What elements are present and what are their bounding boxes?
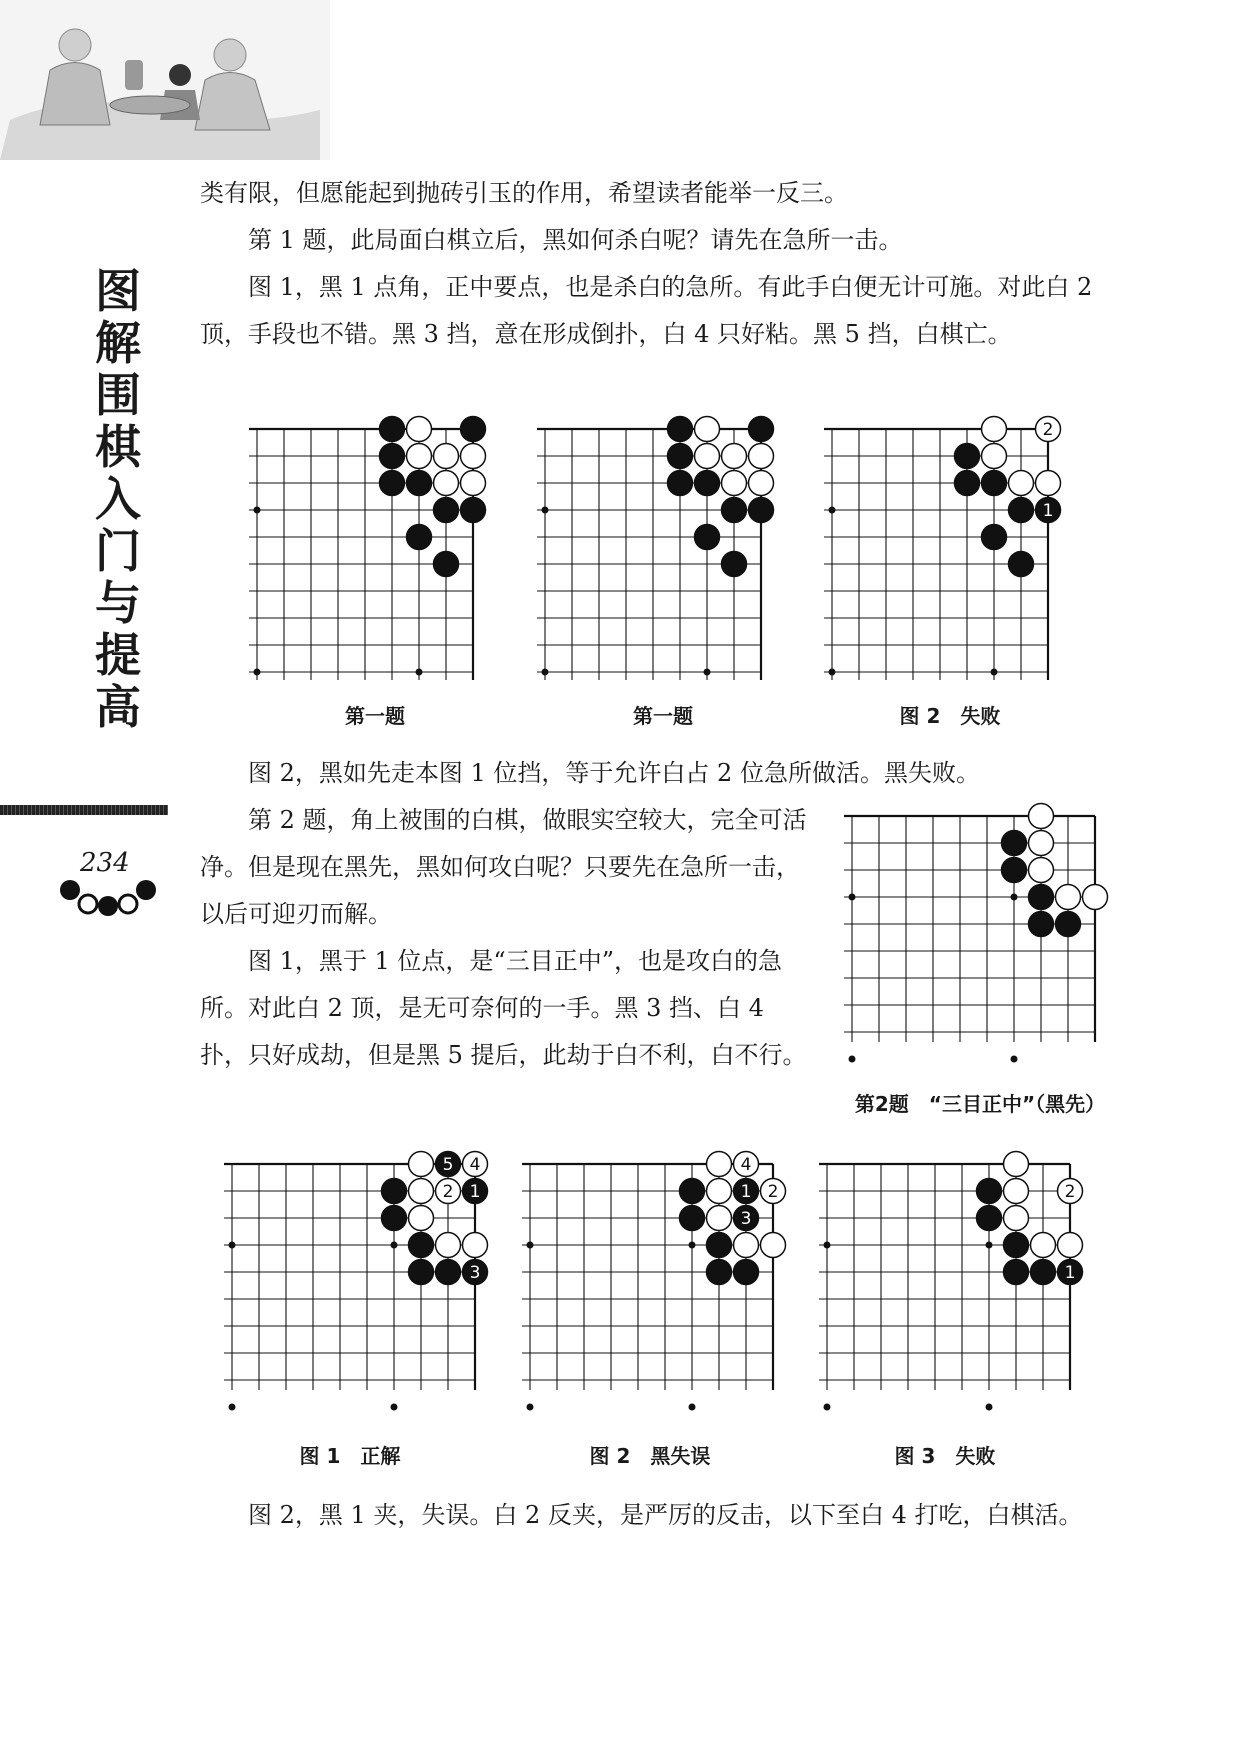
white-stone xyxy=(461,444,486,469)
black-stone xyxy=(380,471,405,496)
star-point xyxy=(416,669,423,676)
black-stone xyxy=(382,1206,407,1231)
caption: 第一题 xyxy=(633,704,693,728)
black-stone xyxy=(955,471,980,496)
star-point xyxy=(689,1404,696,1411)
black-stone xyxy=(722,498,747,523)
caption: 图 2 失败 xyxy=(899,704,1001,728)
star-point xyxy=(542,507,549,514)
black-stone xyxy=(461,498,486,523)
white-stone xyxy=(1009,471,1034,496)
paragraph: 图 2，黑 1 夹，失误。白 2 反夹，是严厉的反击，以下至白 4 打吃，白棋活。 xyxy=(248,1501,1083,1529)
move-number: 2 xyxy=(442,1182,454,1202)
white-stone xyxy=(982,444,1007,469)
go-board-problem2 xyxy=(840,802,1130,1067)
paragraph: 类有限，但愿能起到抛砖引玉的作用，希望读者能举一反三。 xyxy=(200,179,848,207)
black-stone xyxy=(1002,831,1027,856)
go-board-problem1 xyxy=(245,415,515,680)
black-stone xyxy=(407,525,432,550)
black-stone xyxy=(668,444,693,469)
stones-ornament-icon xyxy=(58,878,158,918)
white-stone xyxy=(434,471,459,496)
side-title-char: 解 xyxy=(95,316,141,370)
white-stone xyxy=(1004,1206,1029,1231)
black-stone xyxy=(1004,1260,1029,1285)
white-stone xyxy=(707,1179,732,1204)
paragraph: 第 2 题，角上被围的白棋，做眼实空较大，完全可活净。但是现在黑先，黑如何攻白呢？只要先在急所一击，以后可迎刃而解。 xyxy=(200,806,807,928)
side-title-char: 棋 xyxy=(95,420,141,474)
paragraph: 图 1，黑 1 点角，正中要点，也是杀白的急所。有此手白便无计可施。对此白 2 顶，手段也不错。黑 3 挡，意在形成倒扑，白 4 只好粘。黑 5 挡，白棋亡。 xyxy=(200,273,1093,348)
black-stone xyxy=(409,1260,434,1285)
go-board-p2-correct xyxy=(220,1150,510,1415)
star-point xyxy=(689,1242,696,1249)
go-board-diagram2-fail xyxy=(820,415,1090,680)
black-stone xyxy=(749,417,774,442)
black-stone xyxy=(977,1206,1002,1231)
star-point xyxy=(391,1242,398,1249)
white-stone xyxy=(436,1233,461,1258)
side-title-char: 高 xyxy=(95,680,141,734)
black-stone xyxy=(734,1260,759,1285)
move-number: 3 xyxy=(469,1263,481,1283)
star-point xyxy=(254,669,261,676)
white-stone xyxy=(1083,885,1108,910)
move-number: 2 xyxy=(1064,1182,1076,1202)
star-point xyxy=(704,669,711,676)
black-stone xyxy=(1009,552,1034,577)
black-stone xyxy=(695,525,720,550)
side-title-char: 入 xyxy=(95,472,141,526)
move-number: 2 xyxy=(767,1182,779,1202)
caption: 图 3 失败 xyxy=(894,1444,996,1468)
black-stone xyxy=(1029,885,1054,910)
star-point xyxy=(991,669,998,676)
side-title-char: 门 xyxy=(95,524,141,578)
side-title-char: 图 xyxy=(95,264,141,318)
paragraph: 图 1，黑于 1 位点，是“三目正中”，也是攻白的急所。对此白 2 顶，是无可奈何的一手。黑 3 挡、白 4 扑，只好成劫，但是黑 5 提后，此劫于白不利，白不行。 xyxy=(200,947,807,1069)
move-number: 3 xyxy=(740,1209,752,1229)
move-number: 4 xyxy=(740,1155,752,1175)
paragraph: 图 2，黑如先走本图 1 位挡，等于允许白占 2 位急所做活。黑失败。 xyxy=(248,759,980,787)
black-stone xyxy=(982,471,1007,496)
white-stone xyxy=(409,1152,434,1177)
white-stone xyxy=(722,444,747,469)
black-stone xyxy=(668,471,693,496)
black-stone xyxy=(407,471,432,496)
black-stone xyxy=(380,417,405,442)
star-point xyxy=(849,1056,856,1063)
white-stone xyxy=(1058,1233,1083,1258)
caption: 图 2 黑失误 xyxy=(589,1444,711,1468)
black-stone xyxy=(749,498,774,523)
black-stone xyxy=(434,498,459,523)
go-board-p2-mistake xyxy=(518,1150,808,1415)
star-point xyxy=(527,1242,534,1249)
black-stone xyxy=(1009,498,1034,523)
white-stone xyxy=(734,1233,759,1258)
star-point xyxy=(1011,1056,1018,1063)
black-stone xyxy=(680,1179,705,1204)
white-stone xyxy=(463,1233,488,1258)
star-point xyxy=(527,1404,534,1411)
paragraph: 第 1 题，此局面白棋立后，黑如何杀白呢？请先在急所一击。 xyxy=(248,226,903,254)
black-stone xyxy=(1029,912,1054,937)
black-stone xyxy=(461,417,486,442)
black-stone xyxy=(982,525,1007,550)
white-stone xyxy=(1004,1179,1029,1204)
white-stone xyxy=(707,1152,732,1177)
white-stone xyxy=(461,471,486,496)
black-stone xyxy=(707,1233,732,1258)
black-stone xyxy=(1004,1233,1029,1258)
move-number: 1 xyxy=(469,1182,481,1202)
white-stone xyxy=(1004,1152,1029,1177)
white-stone xyxy=(761,1233,786,1258)
white-stone xyxy=(434,444,459,469)
caption: 第一题 xyxy=(345,704,405,728)
star-point xyxy=(829,669,836,676)
text-block-3 xyxy=(200,797,815,1079)
move-number: 4 xyxy=(469,1155,481,1175)
star-point xyxy=(254,507,261,514)
black-stone xyxy=(955,444,980,469)
star-point xyxy=(824,1242,831,1249)
white-stone xyxy=(749,444,774,469)
white-stone xyxy=(409,1179,434,1204)
move-number: 1 xyxy=(740,1182,752,1202)
black-stone xyxy=(1056,912,1081,937)
text-block-1 xyxy=(200,170,1130,358)
black-stone xyxy=(680,1206,705,1231)
white-stone xyxy=(1029,804,1054,829)
black-stone xyxy=(380,444,405,469)
star-point xyxy=(229,1242,236,1249)
black-stone xyxy=(409,1233,434,1258)
white-stone xyxy=(1029,831,1054,856)
move-number: 1 xyxy=(1064,1263,1076,1283)
side-divider xyxy=(0,805,168,815)
white-stone xyxy=(407,417,432,442)
white-stone xyxy=(409,1206,434,1231)
side-title-char: 与 xyxy=(95,576,141,630)
text-block-4 xyxy=(200,1492,1130,1539)
go-board-problem1-repeat xyxy=(533,415,803,680)
star-point xyxy=(986,1404,993,1411)
go-board-p2-fail xyxy=(815,1150,1105,1415)
star-point xyxy=(824,1404,831,1411)
black-stone xyxy=(434,552,459,577)
caption: 第2题 “三目正中”（黑先） xyxy=(854,1092,1106,1116)
star-point xyxy=(229,1404,236,1411)
move-number: 2 xyxy=(1042,420,1054,440)
black-stone xyxy=(722,552,747,577)
move-number: 5 xyxy=(442,1155,454,1175)
black-stone xyxy=(977,1179,1002,1204)
white-stone xyxy=(695,417,720,442)
side-title-char: 提 xyxy=(95,628,141,682)
white-stone xyxy=(722,471,747,496)
white-stone xyxy=(1036,471,1061,496)
star-point xyxy=(391,1404,398,1411)
white-stone xyxy=(1029,858,1054,883)
black-stone xyxy=(668,417,693,442)
white-stone xyxy=(1056,885,1081,910)
star-point xyxy=(829,507,836,514)
header-illustration xyxy=(0,0,330,160)
caption: 图 1 正解 xyxy=(299,1444,401,1468)
white-stone xyxy=(749,471,774,496)
white-stone xyxy=(982,417,1007,442)
side-title-char: 围 xyxy=(95,368,141,422)
page-number: 234 xyxy=(80,848,130,878)
black-stone xyxy=(1031,1260,1056,1285)
black-stone xyxy=(436,1260,461,1285)
black-stone xyxy=(382,1179,407,1204)
white-stone xyxy=(695,444,720,469)
white-stone xyxy=(1031,1233,1056,1258)
star-point xyxy=(542,669,549,676)
side-book-title xyxy=(88,265,148,733)
black-stone xyxy=(707,1260,732,1285)
star-point xyxy=(986,1242,993,1249)
text-block-2 xyxy=(200,750,1130,797)
white-stone xyxy=(407,444,432,469)
black-stone xyxy=(695,471,720,496)
star-point xyxy=(849,894,856,901)
move-number: 1 xyxy=(1042,501,1054,521)
star-point xyxy=(1011,894,1018,901)
black-stone xyxy=(1002,858,1027,883)
white-stone xyxy=(707,1206,732,1231)
